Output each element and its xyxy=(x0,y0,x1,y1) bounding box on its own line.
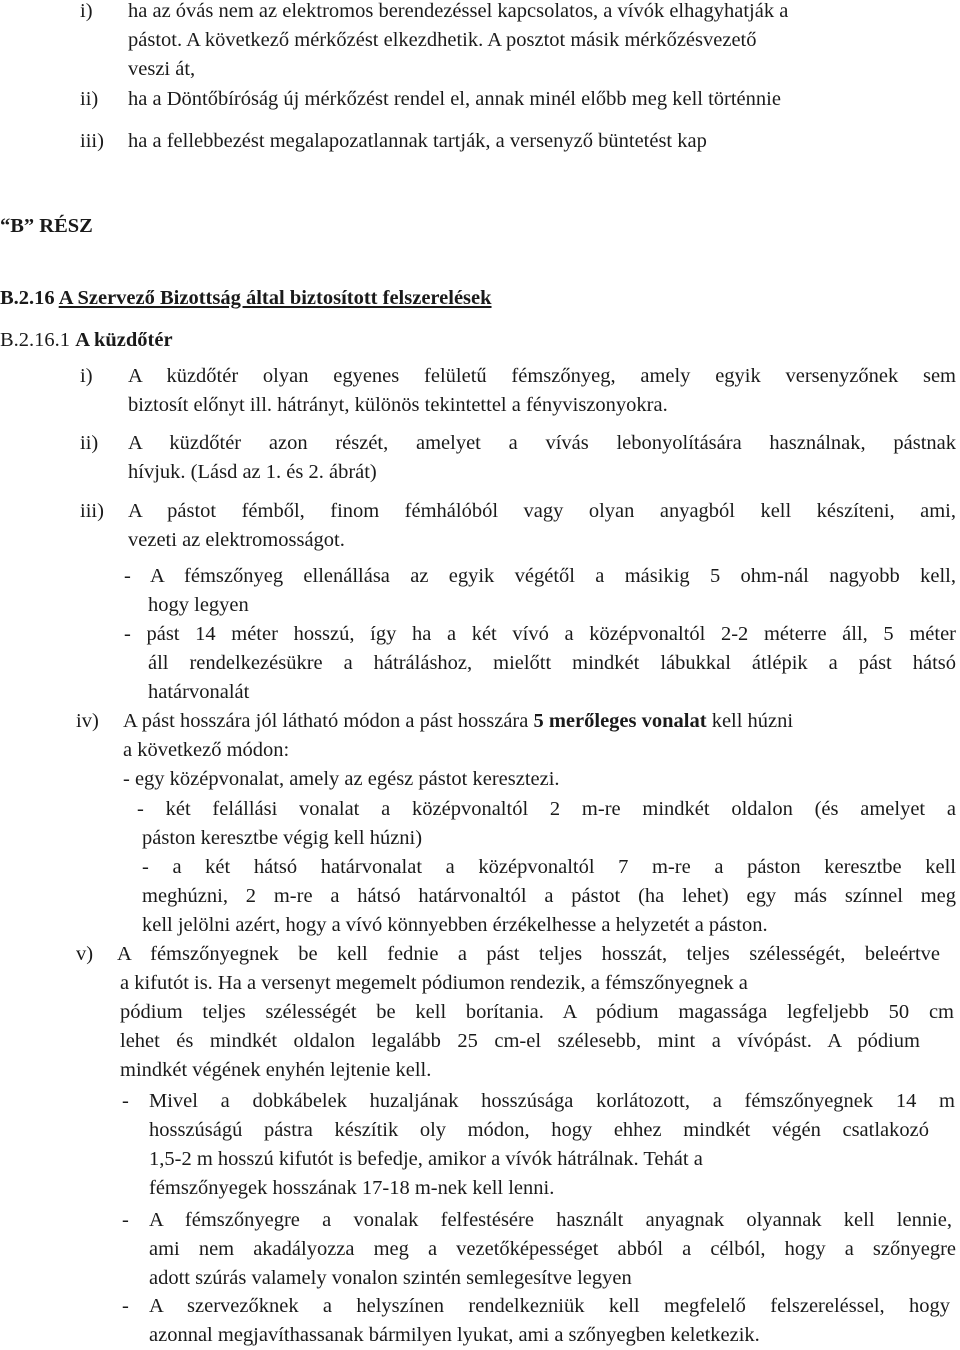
item-label: i) xyxy=(80,365,93,387)
paragraph-line: biztosít előnyt ill. hátrányt, különös tekintettel a fényviszonyokra. xyxy=(128,394,668,416)
dash-item-line: meghúzni, 2 m-re a hátsó határvonaltól a pástot (ha lehet) egy más színnel meg xyxy=(142,885,956,907)
item-label: iv) xyxy=(76,710,99,732)
dash-item-line: fémszőnyegek hosszának 17-18 m-nek kell lenni. xyxy=(149,1177,555,1199)
dash-item-line: azonnal megjavíthassanak bármilyen lyukat, ami a szőnyegben keletkezik. xyxy=(149,1324,760,1346)
section-heading xyxy=(0,284,492,313)
dash-mark: - xyxy=(122,1090,129,1112)
dash-item-line: páston keresztbe végig kell húzni) xyxy=(142,827,423,849)
paragraph-line: A küzdőtér olyan egyenes felületű fémszőnyeg, amely egyik versenyzőnek sem xyxy=(128,365,956,387)
subsection-heading xyxy=(0,326,173,355)
dash-item-line: A szervezőknek a helyszínen rendelkezniük kell megfelelő felszereléssel, hogy xyxy=(149,1295,950,1317)
paragraph-line xyxy=(123,707,793,736)
dash-item-line: adott szúrás valamely vonalon szintén semlegesítve legyen xyxy=(149,1267,632,1289)
paragraph-line: veszi át, xyxy=(128,58,196,80)
dash-item-line: ami nem akadályozza meg a vezetőképességet abból a célból, hogy a szőnyegre xyxy=(149,1238,956,1260)
dash-item-line: Mivel a dobkábelek huzaljának hosszúsága korlátozott, a fémszőnyegnek 14 m xyxy=(149,1090,955,1112)
dash-item-line: - pást 14 méter hosszú, így ha a két vívó a középvonaltól 2-2 méterre áll, 5 méter xyxy=(124,623,956,645)
item-label: ii) xyxy=(80,88,99,110)
dash-item-line: A fémszőnyegre a vonalak felfestésére használt anyagnak olyannak kell lennie, xyxy=(149,1209,952,1231)
dash-mark: - xyxy=(122,1295,129,1317)
dash-item-line: áll rendelkezésükre a hátráláshoz, mielőtt mindkét lábukkal átlépik a pást hátsó xyxy=(148,652,956,674)
text-run: A pást hosszára jól látható módon a pást hosszára xyxy=(123,710,534,732)
bold-text-run: 5 merőleges vonalat xyxy=(533,710,707,732)
paragraph-line: a következő módon: xyxy=(123,739,290,761)
paragraph-line: ha a fellebbezést megalapozatlannak tartják, a versenyző büntetést kap xyxy=(128,130,707,152)
paragraph-line: A fémszőnyegnek be kell fednie a pást teljes hosszát, teljes szélességét, beleértve xyxy=(117,943,940,965)
paragraph-line: mindkét végének enyhén lejtenie kell. xyxy=(120,1059,432,1081)
dash-item-line: - egy középvonalat, amely az egész pástot keresztezi. xyxy=(123,768,560,790)
dash-item-line: hosszúságú pástra készítik oly módon, hogy ehhez mindkét végén csatlakozó xyxy=(149,1119,929,1141)
paragraph-line: ha az óvás nem az elektromos berendezéssel kapcsolatos, a vívók elhagyhatják a xyxy=(128,0,789,22)
item-label: iii) xyxy=(80,130,104,152)
dash-item-line: kell jelölni azért, hogy a vívó könnyebben érzékelhesse a helyzetét a páston. xyxy=(142,914,768,936)
paragraph-line: A pástot fémből, finom fémhálóból vagy olyan anyagból kell készíteni, ami, xyxy=(128,500,956,522)
subsection-title: A küzdőtér xyxy=(75,329,173,351)
dash-item-line: - a két hátsó határvonalat a középvonaltól 7 m-re a páston keresztbe kell xyxy=(142,856,956,878)
paragraph-line: pódium teljes szélességét be kell borítania. A pódium magassága legfeljebb 50 cm xyxy=(120,1001,954,1023)
dash-item-line: 1,5-2 m hosszú kifutót is befedje, amikor a vívók hátrálnak. Tehát a xyxy=(149,1148,703,1170)
paragraph-line: pástot. A következő mérkőzést elkezdhetik. A posztot másik mérkőzésvezető xyxy=(128,29,757,51)
dash-item-line: határvonalát xyxy=(148,681,250,703)
paragraph-line: lehet és mindkét oldalon legalább 25 cm-el szélesebb, mint a vívópást. A pódium xyxy=(120,1030,920,1052)
item-label: v) xyxy=(76,943,94,965)
paragraph-line: ha a Döntőbíróság új mérkőzést rendel el, annak minél előbb meg kell történnie xyxy=(128,88,781,110)
dash-item-line: - A fémszőnyeg ellenállása az egyik végétől a másikig 5 ohm-nál nagyobb kell, xyxy=(124,565,956,587)
item-label: ii) xyxy=(80,432,99,454)
text-run: kell húzni xyxy=(706,710,794,732)
dash-item-line: hogy legyen xyxy=(148,594,249,616)
dash-mark: - xyxy=(122,1209,129,1231)
paragraph-line: a kifutót is. Ha a versenyt megemelt pódiumon rendezik, a fémszőnyegnek a xyxy=(120,972,748,994)
dash-item-line: - két felállási vonalat a középvonaltól 2 m-re mindkét oldalon (és amelyet a xyxy=(137,798,956,820)
subsection-number: B.2.16.1 xyxy=(0,329,71,351)
section-number: B.2.16 xyxy=(0,287,55,309)
section-title: A Szervező Bizottság által biztosított felszerelések xyxy=(58,287,492,309)
paragraph-line: vezeti az elektromosságot. xyxy=(128,529,345,551)
item-label: iii) xyxy=(80,500,104,522)
paragraph-line: A küzdőtér azon részét, amelyet a vívás lebonyolítására használnak, pástnak xyxy=(128,432,956,454)
part-heading: “B” RÉSZ xyxy=(0,215,93,237)
paragraph-line: hívjuk. (Lásd az 1. és 2. ábrát) xyxy=(128,461,377,483)
item-label: i) xyxy=(80,0,93,22)
